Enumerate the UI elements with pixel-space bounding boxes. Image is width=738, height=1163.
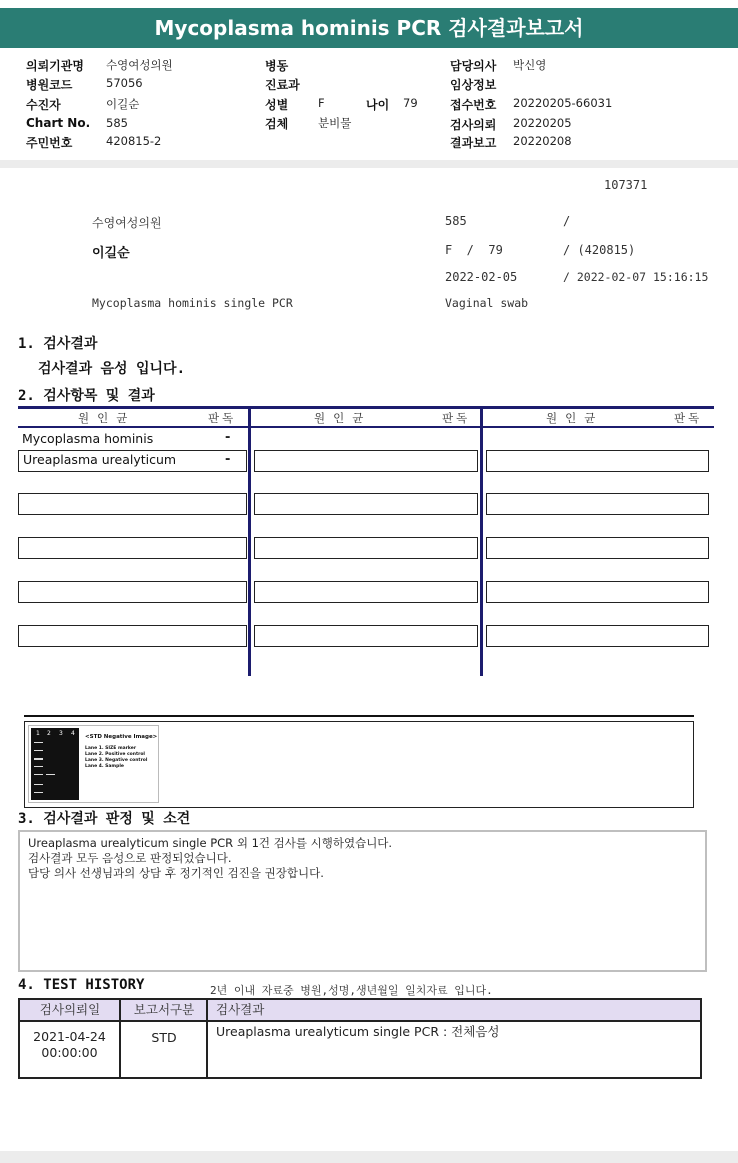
age-label: 나이 bbox=[366, 98, 390, 112]
empty-result-cell bbox=[254, 625, 478, 647]
gel-positive-band bbox=[46, 774, 55, 775]
gel-legend-item: Lane 3. Negative control bbox=[85, 758, 148, 763]
section1-title: 1. 검사결과 bbox=[18, 336, 98, 352]
gel-lane-number: 2 bbox=[47, 730, 51, 737]
empty-result-cell bbox=[486, 450, 709, 472]
hospital-code-value: 57056 bbox=[106, 76, 143, 90]
gel-marker-band bbox=[34, 766, 43, 767]
gel-image-panel bbox=[28, 725, 159, 803]
table-top-rule bbox=[18, 406, 714, 409]
receipt-no-label: 접수번호 bbox=[450, 98, 497, 112]
info-test-name: Mycoplasma hominis single PCR bbox=[92, 296, 293, 310]
gel-marker-band bbox=[34, 774, 43, 775]
result-message: 검사결과 음성 입니다. bbox=[38, 361, 186, 377]
opinion-box bbox=[18, 830, 707, 972]
col2-pathogen-header: 원인균 bbox=[314, 411, 372, 425]
empty-result-cell bbox=[18, 493, 247, 515]
report-title: Mycoplasma hominis PCR 검사결과보고서 bbox=[0, 8, 738, 48]
history-col-date: 검사의뢰일 bbox=[39, 1002, 101, 1017]
dept-label: 진료과 bbox=[265, 78, 300, 92]
gel-top-rule bbox=[24, 715, 694, 717]
column-divider-1 bbox=[248, 406, 251, 676]
gel-legend bbox=[85, 746, 147, 770]
sex-value: F bbox=[318, 96, 325, 110]
result-item-value: - bbox=[225, 430, 231, 445]
gel-marker-band bbox=[34, 742, 43, 743]
info-slash: / bbox=[563, 214, 571, 228]
empty-result-cell bbox=[254, 493, 478, 515]
gel-legend-item: Lane 1. SIZE marker bbox=[85, 746, 137, 751]
empty-result-cell bbox=[18, 537, 247, 559]
gel-legend-item: Lane 4. Sample bbox=[85, 764, 124, 769]
opinion-line: 담당 의사 선생님과의 상담 후 정기적인 검진을 권장합니다. bbox=[28, 866, 324, 880]
request-date-label: 검사의뢰 bbox=[450, 118, 497, 132]
col3-pathogen-header: 원인균 bbox=[546, 411, 604, 425]
history-col-result: 검사결과 bbox=[216, 1002, 265, 1017]
info-report-datetime: / 2022-02-07 15:16:15 bbox=[563, 270, 709, 284]
page-footer-bar bbox=[0, 1151, 738, 1163]
info-clinic: 수영여성의원 bbox=[92, 216, 162, 230]
empty-result-cell bbox=[486, 537, 709, 559]
chart-no-value: 585 bbox=[106, 116, 128, 130]
history-row-type: STD bbox=[151, 1030, 177, 1045]
section3-title: 3. 검사결과 판정 및 소견 bbox=[18, 811, 191, 827]
empty-result-cell bbox=[18, 625, 247, 647]
hospital-name-value: 수영여성의원 bbox=[106, 58, 173, 72]
history-date: 2021-04-24 bbox=[33, 1029, 106, 1044]
result-item-cell bbox=[18, 450, 247, 472]
empty-result-cell bbox=[254, 537, 478, 559]
hospital-code-label: 병원코드 bbox=[26, 78, 73, 92]
gel-marker-band bbox=[34, 784, 43, 785]
info-chart: 585 bbox=[445, 214, 467, 228]
result-item-name: Mycoplasma hominis bbox=[22, 431, 154, 446]
column-divider-2 bbox=[480, 406, 483, 676]
empty-result-cell bbox=[254, 450, 478, 472]
history-note: 2년 이내 자료중 병원,성명,생년월일 일치자료 입니다. bbox=[210, 984, 493, 997]
receipt-no-value: 20220205-66031 bbox=[513, 96, 613, 110]
info-patient: 이길순 bbox=[92, 246, 130, 261]
sex-label: 성별 bbox=[265, 98, 289, 112]
table-header-rule bbox=[18, 426, 714, 428]
info-request-date: 2022-02-05 bbox=[445, 270, 518, 284]
chart-no-label: Chart No. bbox=[26, 116, 91, 130]
opinion-line: 검사결과 모두 음성으로 판정되었습니다. bbox=[28, 851, 232, 865]
gel-lane-number: 1 bbox=[36, 730, 40, 737]
hospital-name-label: 의뢰기관명 bbox=[26, 59, 84, 73]
doctor-value: 박신영 bbox=[513, 58, 547, 72]
history-table bbox=[18, 998, 702, 1079]
history-row-result: Ureaplasma urealyticum single PCR : 전체음성 bbox=[216, 1024, 500, 1039]
col3-judgement-header: 판독 bbox=[674, 411, 703, 425]
col2-judgement-header: 판독 bbox=[442, 411, 471, 425]
gel-marker-band bbox=[34, 758, 43, 760]
report-number: 107371 bbox=[604, 178, 648, 192]
section2-title: 2. 검사항목 및 결과 bbox=[18, 388, 155, 404]
info-sex-age: F / 79 bbox=[445, 243, 503, 257]
age-value: 79 bbox=[403, 96, 418, 110]
result-item-value: - bbox=[225, 452, 231, 467]
specimen-value: 분비물 bbox=[318, 116, 352, 130]
info-specimen: Vaginal swab bbox=[445, 296, 529, 310]
gel-lane-number: 3 bbox=[59, 730, 63, 737]
gel-lane-number: 4 bbox=[71, 730, 75, 737]
gel-photo bbox=[31, 728, 79, 800]
result-item-name: Ureaplasma urealyticum bbox=[23, 452, 177, 467]
resident-no-value: 420815-2 bbox=[106, 134, 162, 148]
col1-judgement-header: 판독 bbox=[208, 411, 237, 425]
history-time: 00:00:00 bbox=[41, 1045, 98, 1060]
info-birth: / (420815) bbox=[563, 243, 636, 257]
empty-result-cell bbox=[486, 581, 709, 603]
gel-legend-item: Lane 2. Positive control bbox=[85, 752, 145, 757]
history-col-type: 보고서구분 bbox=[133, 1002, 195, 1017]
gel-title: <STD Negative Image> bbox=[85, 734, 158, 740]
opinion-line: Ureaplasma urealyticum single PCR 외 1건 검사를 시행하였습니다. bbox=[28, 836, 393, 850]
ward-label: 병동 bbox=[265, 59, 289, 73]
empty-result-cell bbox=[18, 581, 247, 603]
patient-label: 수진자 bbox=[26, 98, 61, 112]
header-separator bbox=[0, 160, 738, 168]
empty-result-cell bbox=[486, 493, 709, 515]
section4-title: 4. TEST HISTORY bbox=[18, 977, 145, 993]
report-date-value: 20220208 bbox=[513, 134, 572, 148]
specimen-label: 검체 bbox=[265, 117, 289, 131]
gel-marker-band bbox=[34, 792, 43, 793]
report-date-label: 결과보고 bbox=[450, 136, 497, 150]
empty-result-cell bbox=[254, 581, 478, 603]
gel-marker-band bbox=[34, 750, 43, 751]
resident-no-label: 주민번호 bbox=[26, 136, 73, 150]
empty-result-cell bbox=[486, 625, 709, 647]
history-row-date bbox=[20, 1029, 119, 1061]
doctor-label: 담당의사 bbox=[450, 59, 497, 73]
col1-pathogen-header: 원인균 bbox=[78, 411, 136, 425]
patient-value: 이길순 bbox=[106, 97, 140, 111]
clinical-info-label: 임상정보 bbox=[450, 78, 497, 92]
request-date-value: 20220205 bbox=[513, 116, 572, 130]
